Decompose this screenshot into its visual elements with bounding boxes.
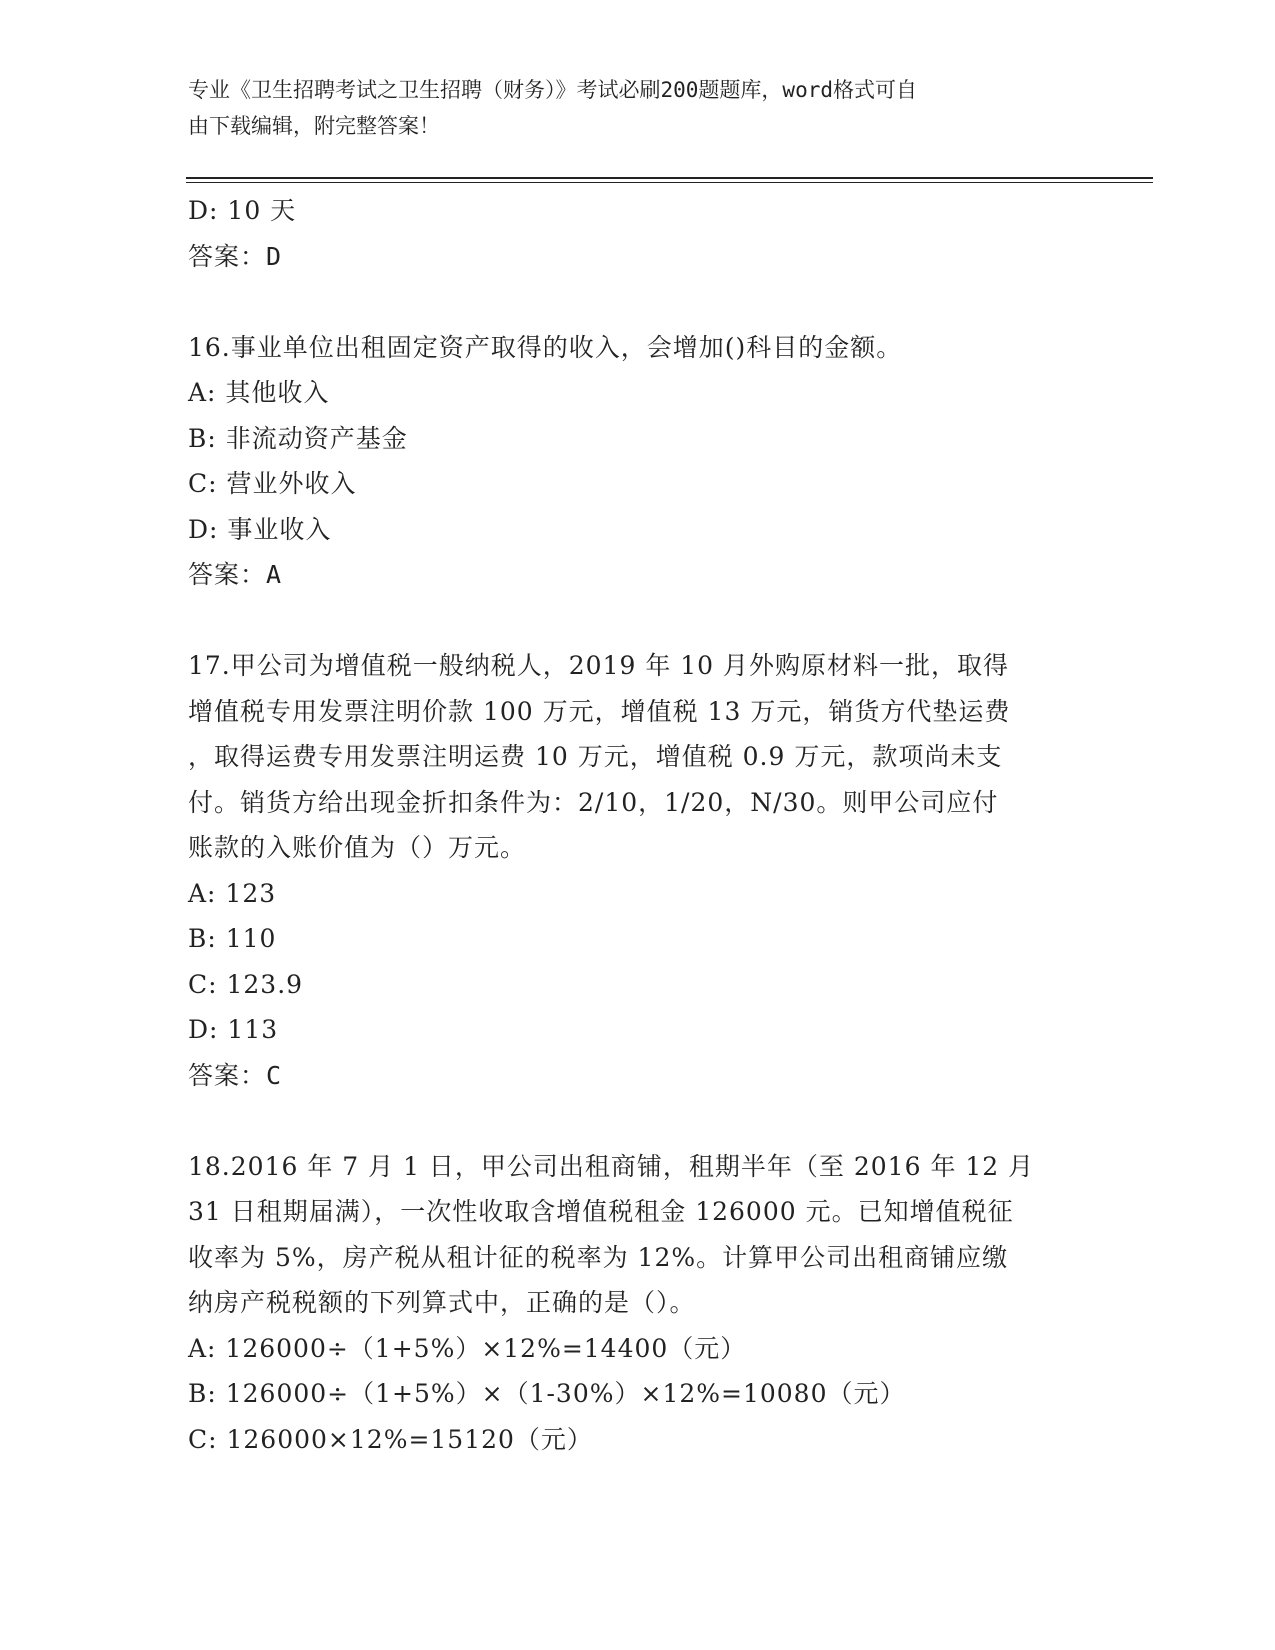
q17-stem-line: 账款的入账价值为（）万元。 bbox=[188, 833, 527, 862]
q16-option-b: B: 非流动资产基金 bbox=[188, 423, 408, 453]
header-divider-thin bbox=[186, 182, 1153, 183]
q16-stem: 16.事业单位出租固定资产取得的收入，会增加()科目的金额。 bbox=[188, 332, 903, 362]
q17-stem-line: 增值税专用发票注明价款 100 万元，增值税 13 万元，销货方代垫运费 bbox=[188, 696, 1011, 726]
q18-stem-line: 收率为 5%，房产税从租计征的税率为 12%。计算甲公司出租商铺应缴 bbox=[188, 1242, 1009, 1272]
q17-option-a: A: 123 bbox=[188, 878, 277, 908]
q18-option-b: B: 126000÷（1+5%）×（1-30%）×12%=10080（元） bbox=[188, 1379, 906, 1408]
q16-option-a: A: 其他收入 bbox=[188, 378, 330, 407]
q16-option-c: C: 营业外收入 bbox=[188, 469, 357, 498]
q16-option-d: D: 事业收入 bbox=[188, 514, 332, 544]
q17-option-d: D: 113 bbox=[188, 1015, 279, 1044]
q17-stem-line: ，取得运费专用发票注明运费 10 万元，增值税 0.9 万元，款项尚未支 bbox=[188, 742, 1003, 771]
question-content bbox=[188, 188, 1088, 1462]
q18-stem-line: 纳房产税税额的下列算式中，正确的是（）。 bbox=[188, 1288, 696, 1317]
spacer bbox=[188, 1098, 1088, 1144]
spacer bbox=[188, 279, 1088, 325]
header-line-2: 由下载编辑，附完整答案！ bbox=[188, 114, 440, 138]
q18-option-a: A: 126000÷（1+5%）×12%=14400（元） bbox=[188, 1333, 747, 1363]
q15-option-d: D: 10 天 bbox=[188, 196, 297, 225]
header-divider-thick bbox=[186, 177, 1153, 179]
q17-option-c: C: 123.9 bbox=[188, 969, 304, 999]
q15-answer: 答案：D bbox=[188, 241, 283, 271]
header-line-1: 专业《卫生招聘考试之卫生招聘（财务）》考试必刷200题题库，word格式可自 bbox=[188, 78, 917, 102]
q18-stem-line: 18.2016 年 7 月 1 日，甲公司出租商铺，租期半年（至 2016 年 12 月 bbox=[188, 1151, 1035, 1181]
q17-stem-line: 付。销货方给出现金折扣条件为：2/10，1/20，N/30。则甲公司应付 bbox=[188, 787, 999, 817]
q18-stem-line: 31 日租期届满），一次性收取含增值税租金 126000 元。已知增值税征 bbox=[188, 1197, 1014, 1226]
spacer bbox=[188, 598, 1088, 644]
q17-option-b: B: 110 bbox=[188, 924, 277, 953]
q17-stem-line: 17.甲公司为增值税一般纳税人，2019 年 10 月外购原材料一批，取得 bbox=[188, 651, 1010, 680]
q18-option-c: C: 126000×12%=15120（元） bbox=[188, 1424, 593, 1454]
page-header bbox=[188, 72, 1088, 144]
q16-answer: 答案：A bbox=[188, 560, 283, 589]
q17-answer: 答案：C bbox=[188, 1060, 283, 1090]
